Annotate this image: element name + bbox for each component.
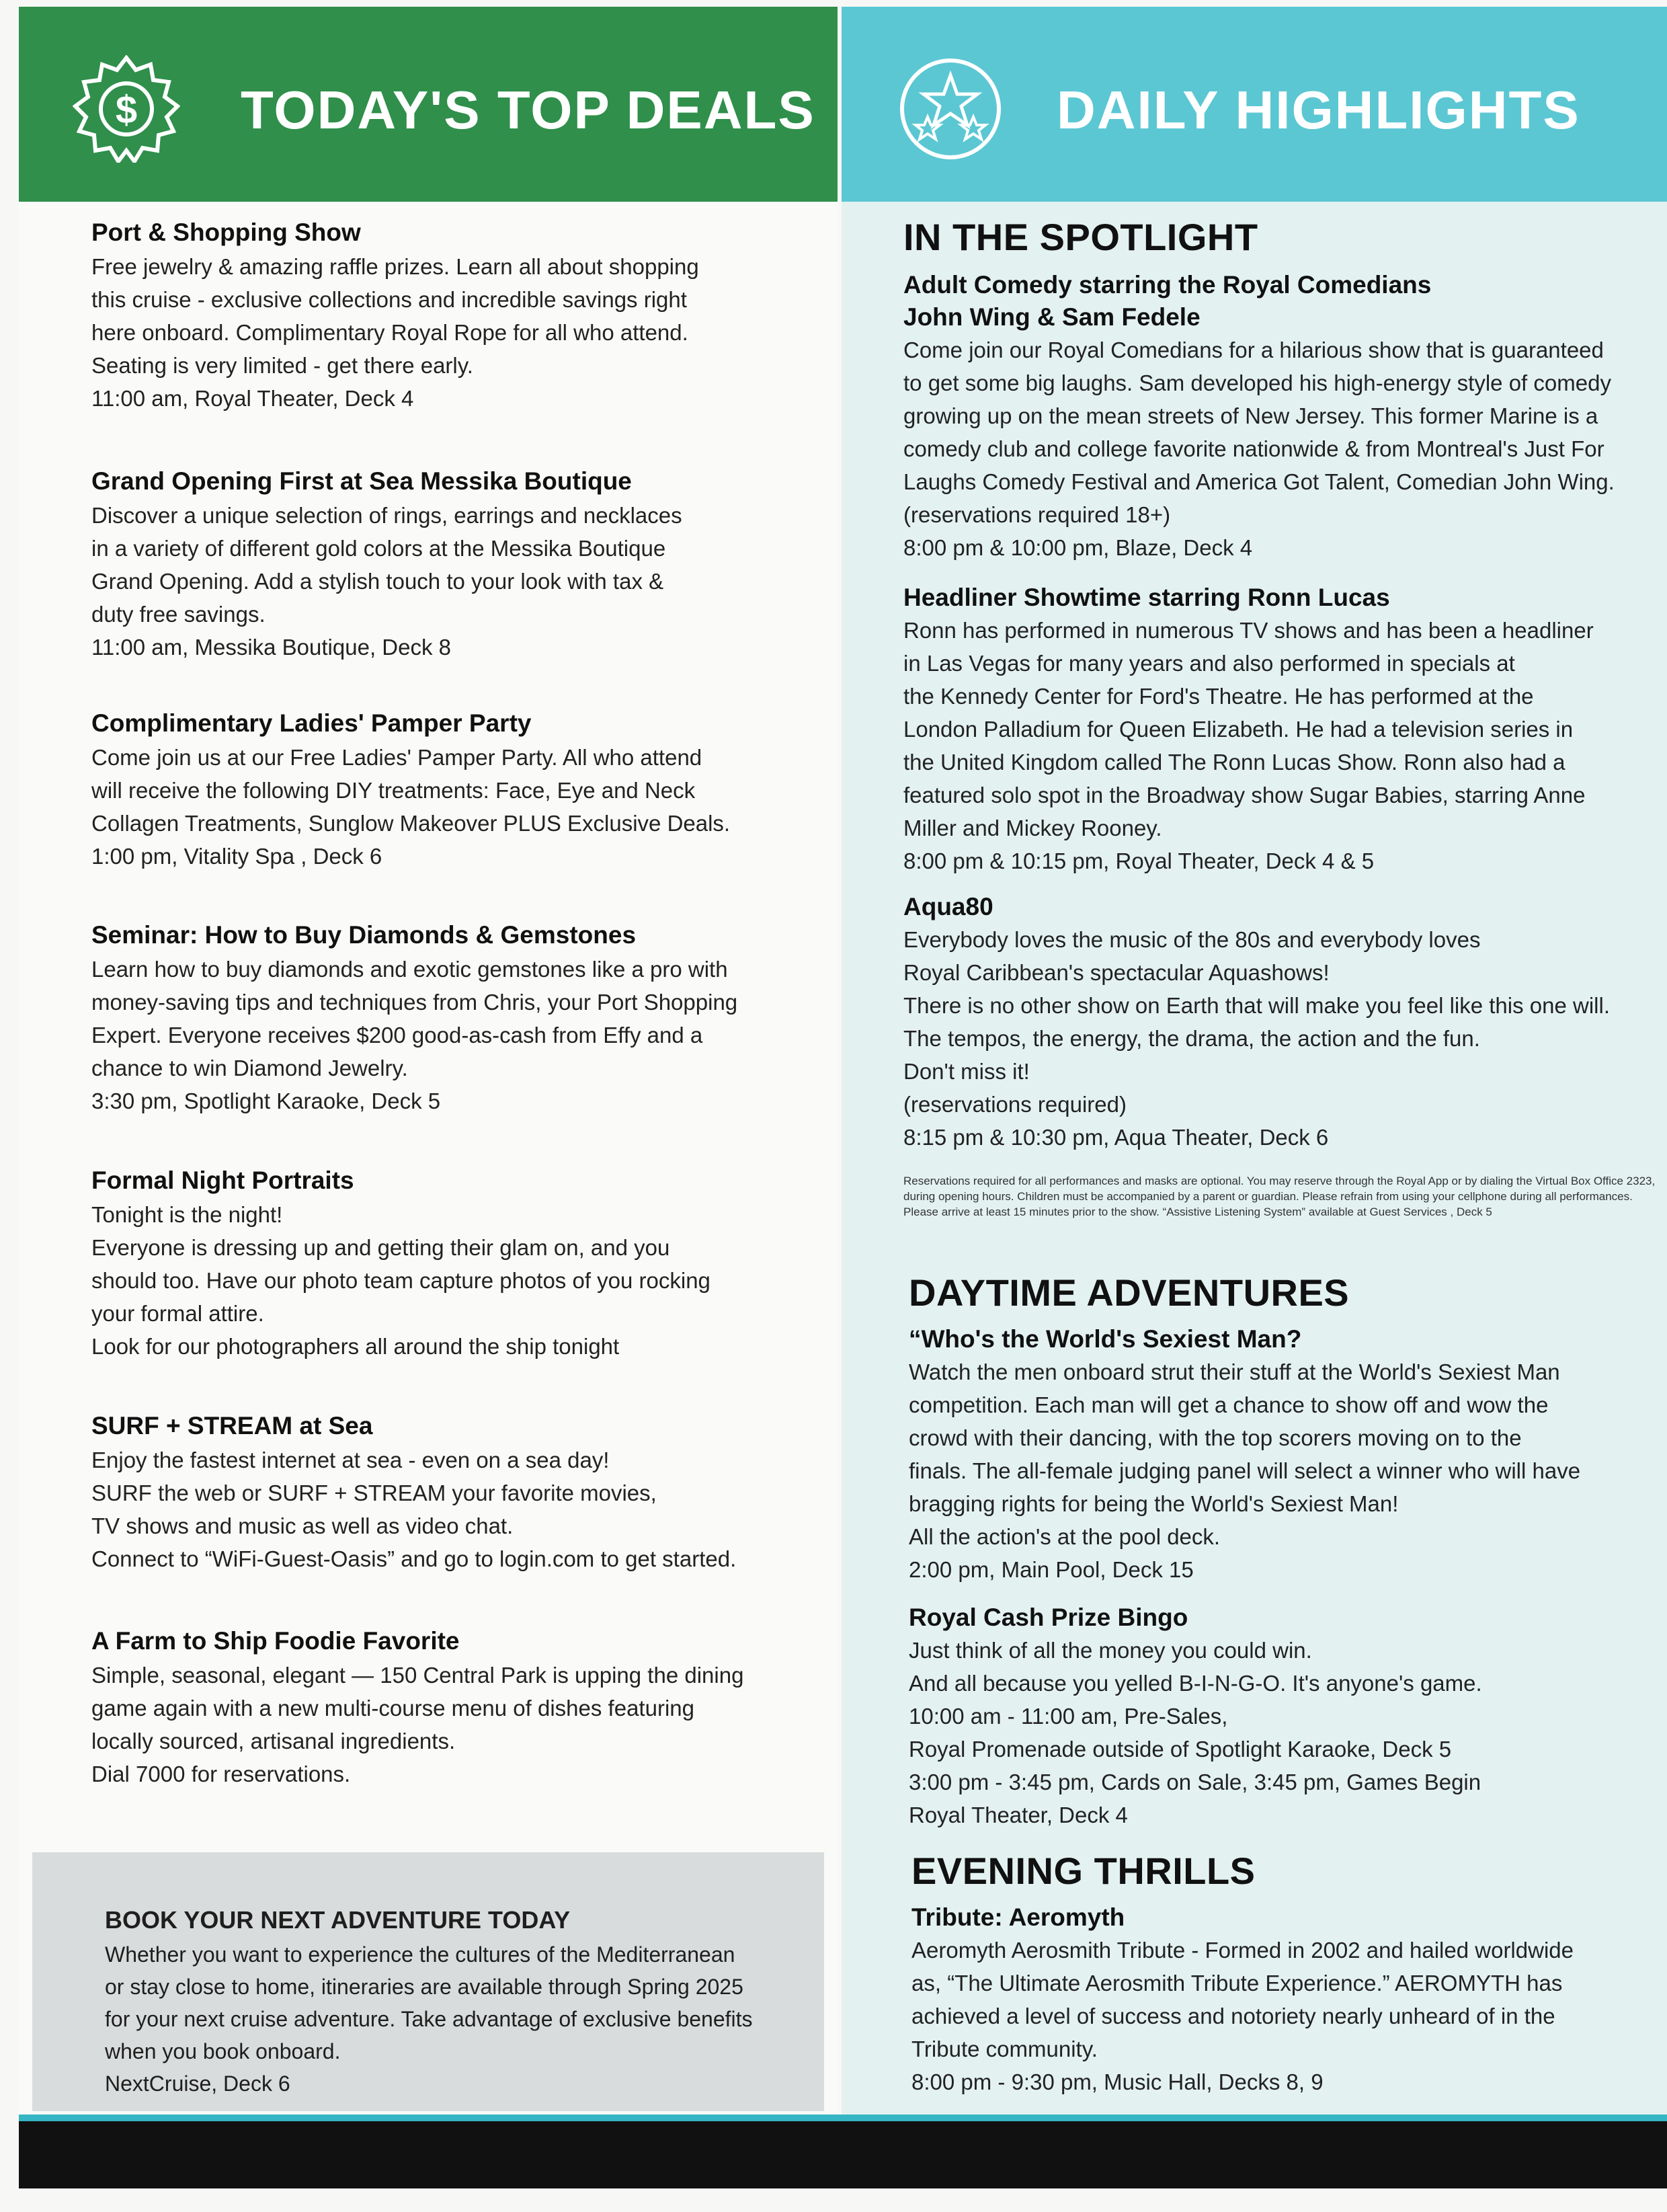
reservations-fine-print: Reservations required for all performances and masks are optional. You may reserve through the Royal App or by dialing the Virtual Box Office 2323, during opening hours. Children must be accompanied by a parent or guardian. Please refrain from using your cellphone during all performances. Please arrive at least 15 minutes prior to the show. “Assistive Listening System” available at Guest Services , Deck 5 <box>903 1175 1656 1218</box>
daily-highlights-title: DAILY HIGHLIGHTS <box>1057 80 1580 140</box>
deal-title: Complimentary Ladies' Pamper Party <box>91 709 532 737</box>
spotlight-item <box>903 269 1667 564</box>
spotlight-item-title: Adult Comedy starring the Royal Comedians John Wing & Sam Fedele <box>903 271 1432 331</box>
deal-item <box>91 918 811 1117</box>
book-next-adventure-box <box>32 1852 824 2111</box>
deal-title: SURF + STREAM at Sea <box>91 1412 373 1439</box>
deal-body: Enjoy the fastest internet at sea - even on a sea day! SURF the web or SURF + STREAM your favorite movies, TV shows and music as well as video chat. Connect to “WiFi-Guest-Oasis” and go to login.com to get started. <box>91 1448 737 1571</box>
footer-accent-line <box>19 2115 1667 2121</box>
daytime-item <box>909 1602 1667 1831</box>
spotlight-item-body: Everybody loves the music of the 80s and everybody loves Royal Caribbean's spectacular Aquashows! There is no other show on Earth that will make you feel like this one will. The tempos, the energy, the drama, the action and the fun. Don't miss it! (reservations required) 8:15 pm & 10:30 pm, Aqua Theater, Deck 6 <box>903 927 1611 1150</box>
deal-item <box>91 1624 811 1790</box>
deal-item <box>91 1163 811 1363</box>
daytime-item-body: Just think of all the money you could win. And all because you yelled B-I-N-G-O. It's anyone's game. 10:00 am - 11:00 am, Pre-Sales, Royal Promenade outside of Spotlight Karaoke, Deck 5 3:00 pm - 3:45 pm, Cards on Sale, 3:45 pm, Games Begin Royal Theater, Deck 4 <box>909 1638 1482 1827</box>
daytime-item <box>909 1323 1667 1586</box>
deal-body: Simple, seasonal, elegant — 150 Central Park is upping the dining game again with a new multi-course menu of dishes featuring locally sourced, artisanal ingredients. Dial 7000 for reservations. <box>91 1663 744 1786</box>
daytime-item-title: “Who's the World's Sexiest Man? <box>909 1325 1302 1353</box>
daily-highlights-column <box>842 7 1667 2115</box>
stars-badge-icon <box>897 55 1004 163</box>
deal-title: Formal Night Portraits <box>91 1167 354 1194</box>
dollar-badge-icon <box>73 55 180 163</box>
deal-body: Discover a unique selection of rings, earrings and necklaces in a variety of different gold colors at the Messika Boutique Grand Opening. Add a stylish touch to your look with tax & duty free savings. 11:00 am, Messika Boutique, Deck 8 <box>91 503 682 660</box>
evening-heading: EVENING THRILLS <box>911 1850 1256 1892</box>
spotlight-heading: IN THE SPOTLIGHT <box>903 216 1258 258</box>
top-deals-title: TODAY'S TOP DEALS <box>241 80 815 140</box>
spotlight-item <box>903 582 1667 877</box>
deal-item <box>91 215 811 415</box>
deal-item <box>91 464 811 664</box>
deal-item <box>91 1409 811 1575</box>
deal-title: Port & Shopping Show <box>91 219 361 246</box>
spotlight-item <box>903 891 1667 1154</box>
deal-body: Tonight is the night! Everyone is dressing up and getting their glam on, and you should too. Have our photo team capture photos of you rocking your formal attire. Look for our photographers all around the ship tonight <box>91 1202 710 1359</box>
footer-bar <box>19 2115 1667 2188</box>
evening-item-title: Tribute: Aeromyth <box>911 1903 1125 1931</box>
spotlight-item-title: Aqua80 <box>903 893 993 920</box>
book-title: BOOK YOUR NEXT ADVENTURE TODAY <box>105 1906 571 1934</box>
spotlight-item-body: Ronn has performed in numerous TV shows and has been a headliner in Las Vegas for many years and also performed in specials at the Kennedy Center for Ford's Theatre. He has performed at the London Palladium for Queen Elizabeth. He had a television series in the United Kingdom called The Ronn Lucas Show. Ronn also had a featured solo spot in the Broadway show Sugar Babies, starring Anne Miller and Mickey Rooney. 8:00 pm & 10:15 pm, Royal Theater, Deck 4 & 5 <box>903 618 1594 873</box>
deal-item <box>91 706 811 873</box>
deal-title: A Farm to Ship Foodie Favorite <box>91 1627 460 1655</box>
daytime-item-body: Watch the men onboard strut their stuff at the World's Sexiest Man competition. Each man will get a chance to show off and wow the crowd with their dancing, with the top scorers moving on to the finals. The all-female judging panel will select a winner who will have bragging rights for being the World's Sexiest Man! All the action's at the pool deck. 2:00 pm, Main Pool, Deck 15 <box>909 1359 1581 1582</box>
deal-body: Free jewelry & amazing raffle prizes. Learn all about shopping this cruise - exclusive collections and incredible savings right here onboard. Complimentary Royal Rope for all who attend. Seating is very limited - get there early. 11:00 am, Royal Theater, Deck 4 <box>91 254 699 411</box>
daytime-heading: DAYTIME ADVENTURES <box>909 1271 1350 1314</box>
deal-body: Come join us at our Free Ladies' Pamper Party. All who attend will receive the following DIY treatments: Face, Eye and Neck Collagen Treatments, Sunglow Makeover PLUS Exclusive Deals. 1:00 pm, Vitality Spa , Deck 6 <box>91 745 731 869</box>
deal-title: Seminar: How to Buy Diamonds & Gemstones <box>91 921 637 949</box>
book-body: Whether you want to experience the cultures of the Mediterranean or stay close to home, itineraries are available through Spring 2025 for your next cruise adventure. Take advantage of exclusive benefits when you book onboard. NextCruise, Deck 6 <box>105 1942 753 2096</box>
evening-item-body: Aeromyth Aerosmith Tribute - Formed in 2002 and hailed worldwide as, “The Ultimate Aerosmith Tribute Experience.” AEROMYTH has achieved a level of success and notoriety nearly unheard of in the Tribute community. 8:00 pm - 9:30 pm, Music Hall, Decks 8, 9 <box>911 1938 1574 2094</box>
svg-text:$: $ <box>115 88 138 132</box>
deal-body: Learn how to buy diamonds and exotic gemstones like a pro with money-saving tips and techniques from Chris, your Port Shopping Expert. Everyone receives $200 good-as-cash from Effy and a chance to win Diamond Jewelry. 3:30 pm, Spotlight Karaoke, Deck 5 <box>91 957 738 1113</box>
evening-item <box>911 1901 1667 2098</box>
daily-highlights-header <box>842 7 1667 202</box>
daytime-item-title: Royal Cash Prize Bingo <box>909 1604 1188 1631</box>
top-deals-column <box>19 7 838 2115</box>
top-deals-header <box>19 7 838 202</box>
spotlight-item-title: Headliner Showtime starring Ronn Lucas <box>903 584 1390 611</box>
deal-title: Grand Opening First at Sea Messika Boutique <box>91 467 632 495</box>
spotlight-item-body: Come join our Royal Comedians for a hilarious show that is guaranteed to get some big laughs. Sam developed his high-energy style of comedy growing up on the mean streets of New Jersey. This former Marine is a comedy club and college favorite nationwide & from Montreal's Just For Laughs Comedy Festival and America Got Talent, Comedian John Wing. (reservations required 18+) 8:00 pm & 10:00 pm, Blaze, Deck 4 <box>903 338 1615 560</box>
